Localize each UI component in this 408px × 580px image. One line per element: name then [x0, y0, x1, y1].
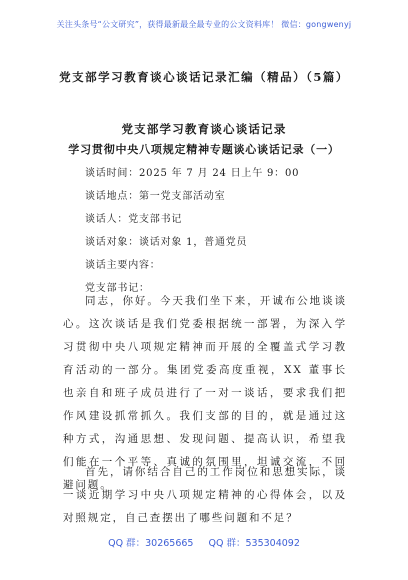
- meta-time: 谈话时间：2025 年 7 月 24 日上午 9：00: [85, 168, 300, 179]
- section-subtitle: 学习贯彻中央八项规定精神专题谈心谈话记录（一）: [68, 143, 340, 156]
- meta-speaker: 谈话人：党支部书记: [85, 214, 183, 225]
- document-title: 党支部学习教育谈心谈话记录汇编（精品）（5篇）: [59, 70, 349, 84]
- section-title: 党支部学习教育谈心谈话记录: [121, 122, 287, 136]
- meta-secretary-label: 党支部书记：: [85, 283, 150, 294]
- footer-qq-group-1: QQ 群：30265665: [108, 538, 194, 549]
- meta-content-label: 谈话主要内容：: [85, 260, 161, 271]
- promo-banner: 关注头条号“公文研究”，获得最新最全最专业的公文资料库！ 微信：gongwenyj: [56, 20, 352, 29]
- footer-qq-group-2: QQ 群：535304092: [208, 538, 300, 549]
- paragraph-2: 首先，请你结合自己的工作岗位和思想实际，谈一谈近期学习中央八项规定精神的心得体会，以及对照规定，自己查摆出了哪些问题和不足？: [63, 466, 347, 524]
- meta-target: 谈话对象：谈话对象 1，普通党员: [85, 237, 248, 248]
- paragraph-1: 同志，你好。今天我们坐下来，开诚布公地谈谈心。这次谈话是我们党委根据统一部署，为深入学习贯彻中央八项规定精神而开展的全覆盖式学习教育活动的一部分。集团党委高度重视，XX 董事长也亲自和班子成员进行了一对一谈话，要求我们把作风建设抓常抓久。我们支部的目的，就是通过这种方式，沟通思想、发现问题、提高认识，希望我们能在一个平等、真诚的氛围里，坦诚交流，不回避问题。: [63, 295, 347, 491]
- meta-place: 谈话地点：第一党支部活动室: [85, 191, 226, 202]
- footer-contacts: [0, 535, 408, 549]
